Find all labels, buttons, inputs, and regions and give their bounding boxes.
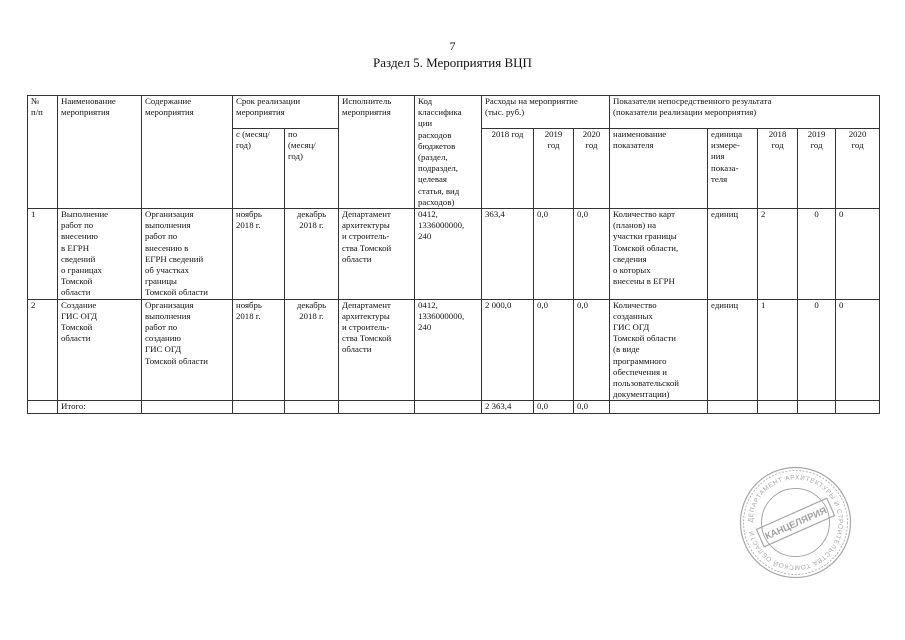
row-from: ноябрь 2018 г. (233, 299, 285, 401)
row-code: 0412, 1336000000, 240 (415, 209, 482, 300)
header-content: Содержание мероприятия (142, 96, 233, 209)
page-number: 7 (449, 39, 456, 53)
row-ind-unit: единиц (708, 209, 758, 300)
header-ind-2019: 2019 год (798, 128, 836, 208)
header-exp-2019: 2019 год (534, 128, 574, 208)
stamp-ring-text: ДЕПАРТАМЕНТ АРХИТЕКТУРЫ И СТРОИТЕЛЬСТВА ТОМСКОЙ ОБЛАСТИ (747, 474, 844, 571)
header-ind-unit: единица измере- ния показа- теля (708, 128, 758, 208)
row-to: декабрь 2018 г. (285, 299, 339, 401)
row-ind-2019: 0 (798, 209, 836, 300)
total-row (28, 401, 880, 413)
measures-table (27, 95, 880, 414)
header-name: Наименование мероприятия (58, 96, 142, 209)
total-label: Итого: (58, 401, 142, 413)
row-executor: Департамент архитектуры и строитель- ства Томской области (339, 299, 415, 401)
row-exp-2018: 2 000,0 (482, 299, 534, 401)
row-ind-2018: 2 (758, 209, 798, 300)
office-stamp-icon (738, 465, 853, 580)
stamp-center-text: КАНЦЕЛЯРИЯ (763, 505, 829, 543)
row-name: Создание ГИС ОГД Томской области (58, 299, 142, 401)
total-exp-2018: 2 363,4 (482, 401, 534, 413)
row-exp-2018: 363,4 (482, 209, 534, 300)
row-executor: Департамент архитектуры и строитель- ства Томской области (339, 209, 415, 300)
header-code: Код классифика ции расходов бюджетов (раздел, подраздел, целевая статья, вид расходов) (415, 96, 482, 209)
header-indicators: Показатели непосредственного результата (показатели реализации мероприятия) (610, 96, 880, 129)
header-ind-2020: 2020 год (836, 128, 880, 208)
row-exp-2019: 0,0 (534, 209, 574, 300)
header-row-1 (28, 96, 880, 129)
header-ind-2018: 2018 год (758, 128, 798, 208)
header-exp-2018: 2018 год (482, 128, 534, 208)
row-ind-2019: 0 (798, 299, 836, 401)
row-to: декабрь 2018 г. (285, 209, 339, 300)
row-name: Выполнение работ по внесению в ЕГРН сведений о границах Томской области (58, 209, 142, 300)
row-ind-2020: 0 (836, 209, 880, 300)
row-ind-2018: 1 (758, 299, 798, 401)
row-ind-name: Количество созданных ГИС ОГД Томской области (в виде программного обеспечения и пользовательской документации) (610, 299, 708, 401)
table-row (28, 209, 880, 300)
row-ind-2020: 0 (836, 299, 880, 401)
table-row (28, 299, 880, 401)
header-period: Срок реализации мероприятия (233, 96, 339, 129)
row-ind-name: Количество карт (планов) на участки границы Томской области, сведения о которых внесены в ЕГРН (610, 209, 708, 300)
header-period-to: по (месяц/ год) (285, 128, 339, 208)
row-num: 2 (28, 299, 58, 401)
row-exp-2020: 0,0 (574, 209, 610, 300)
total-exp-2019: 0,0 (534, 401, 574, 413)
row-code: 0412, 1336000000, 240 (415, 299, 482, 401)
header-ind-name: наименование показателя (610, 128, 708, 208)
row-num: 1 (28, 209, 58, 300)
row-exp-2020: 0,0 (574, 299, 610, 401)
header-num: № п/п (28, 96, 58, 209)
total-exp-2020: 0,0 (574, 401, 610, 413)
row-content: Организация выполнения работ по внесению в ЕГРН сведений об участках границы Томской области (142, 209, 233, 300)
header-period-from: с (месяц/ год) (233, 128, 285, 208)
row-ind-unit: единиц (708, 299, 758, 401)
row-content: Организация выполнения работ по созданию ГИС ОГД Томской области (142, 299, 233, 401)
header-expenses: Расходы на мероприятие (тыс. руб.) (482, 96, 610, 129)
section-title: Раздел 5. Мероприятия ВЦП (373, 55, 532, 70)
row-exp-2019: 0,0 (534, 299, 574, 401)
header-executor: Исполнитель мероприятия (339, 96, 415, 209)
row-from: ноябрь 2018 г. (233, 209, 285, 300)
header-exp-2020: 2020 год (574, 128, 610, 208)
